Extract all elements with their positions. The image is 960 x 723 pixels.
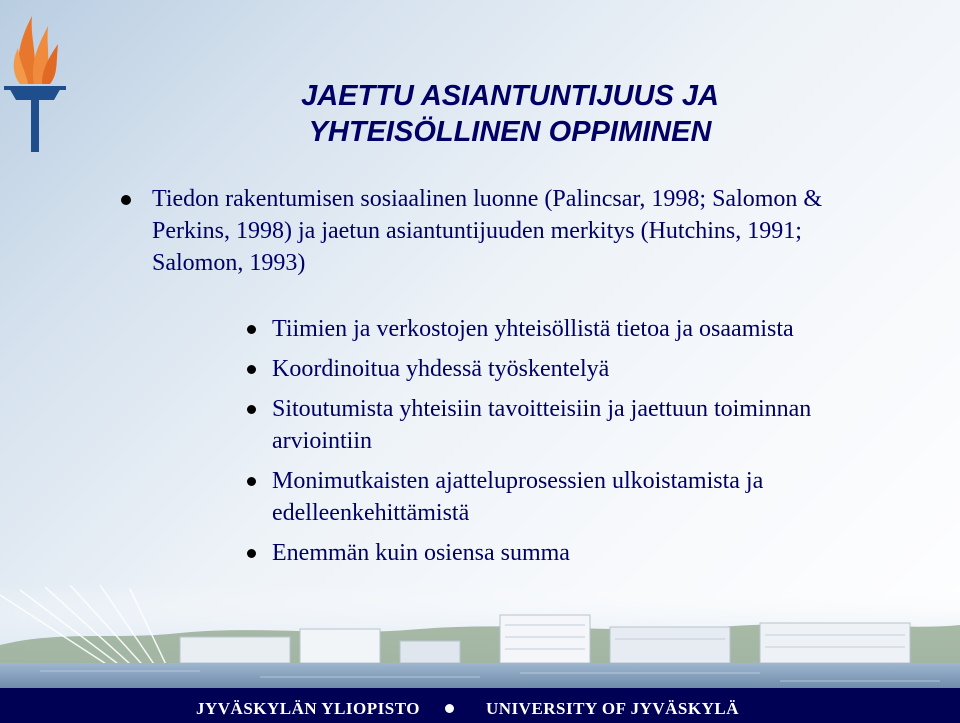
main-bullet-line-2: Perkins, 1998) ja jaetun asiantuntijuuden merkitys (Hutchins, 1991;: [152, 218, 802, 244]
slide-title: [0, 78, 960, 150]
sub-bullet-item: [244, 353, 924, 385]
sub-bullet-text-cont: arviointiin: [272, 428, 372, 454]
sub-bullet-text: Monimutkaisten ajatteluprosessien ulkoistamista ja: [272, 468, 764, 494]
sub-bullet-text: Enemmän kuin osiensa summa: [272, 540, 570, 566]
sub-bullet-text: Sitoutumista yhteisiin tavoitteisiin ja jaettuun toiminnan: [272, 396, 812, 422]
footer-university-fi: JYVÄSKYLÄN YLIOPISTO: [196, 699, 420, 718]
title-line-2: YHTEISÖLLINEN OPPIMINEN: [308, 116, 712, 148]
bullet-dot-icon: [247, 365, 256, 374]
campus-photo-image: [0, 585, 960, 688]
main-bullet-line-3: Salomon, 1993): [152, 250, 306, 276]
sub-bullet-item: [244, 465, 924, 529]
title-line-1: JAETTU ASIANTUNTIJUUS JA: [301, 80, 719, 112]
sub-bullet-item: [244, 393, 924, 457]
sub-bullet-item: [244, 537, 924, 569]
main-bullet-line-1: Tiedon rakentumisen sosiaalinen luonne (Palincsar, 1998; Salomon &: [152, 186, 823, 212]
sub-bullet-list: [244, 313, 924, 577]
bullet-dot-icon: [247, 405, 256, 414]
sub-bullet-item: [244, 313, 924, 345]
footer-university-en: UNIVERSITY OF JYVÄSKYLÄ: [486, 699, 739, 718]
sub-bullet-text: Koordinoitua yhdessä työskentelyä: [272, 356, 610, 382]
footer-bar: [0, 688, 960, 723]
main-bullet-list: [118, 183, 938, 279]
sub-bullet-text: Tiimien ja verkostojen yhteisöllistä tietoa ja osaamista: [272, 316, 794, 342]
bullet-dot-icon: [247, 477, 256, 486]
bullet-dot-icon: [247, 549, 256, 558]
main-bullet-item: [118, 183, 938, 279]
bullet-dot-icon: [121, 195, 131, 205]
sub-bullet-text-cont: edelleenkehittämistä: [272, 500, 470, 526]
footer-separator-dot-icon: [445, 704, 454, 713]
bullet-dot-icon: [247, 325, 256, 334]
